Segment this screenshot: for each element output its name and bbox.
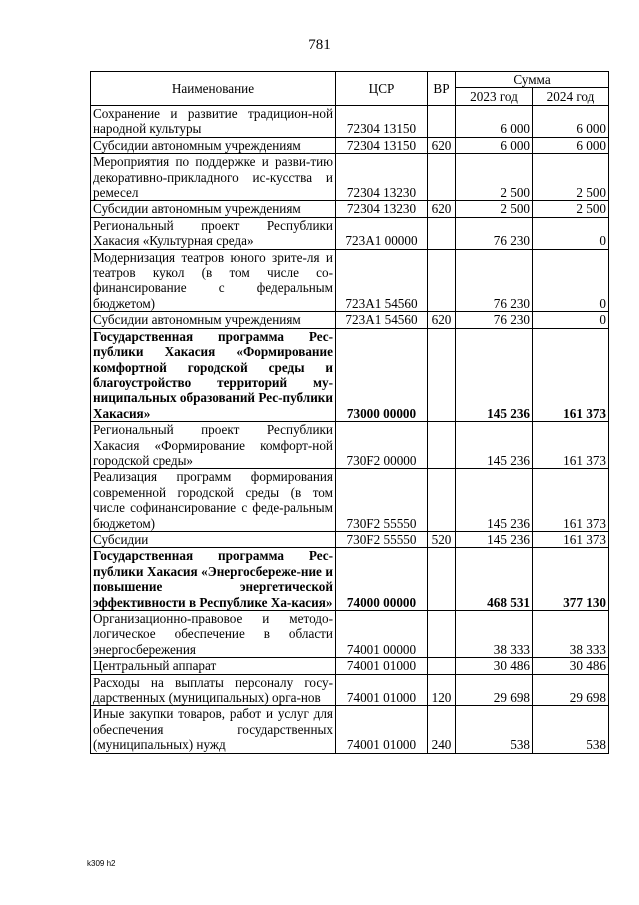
row-name: Субсидии автономным учреждениям [91,312,336,328]
row-csr: 723А1 54560 [336,312,428,328]
row-sum-2024: 29 698 [533,674,609,706]
row-csr: 74001 00000 [336,611,428,658]
row-vr: 240 [428,706,456,753]
row-vr [428,611,456,658]
row-sum-2023: 538 [456,706,533,753]
header-year-2023: 2023 год [456,88,533,106]
row-sum-2024: 0 [533,249,609,312]
table-row [91,154,609,201]
row-sum-2023: 468 531 [456,548,533,611]
footer-code: k309 h2 [87,859,116,868]
row-sum-2024: 161 373 [533,422,609,469]
row-csr: 730F2 00000 [336,422,428,469]
row-csr: 74001 01000 [336,674,428,706]
row-csr: 72304 13150 [336,137,428,153]
row-name: Субсидии [91,531,336,547]
row-sum-2023: 145 236 [456,328,533,421]
row-name: Центральный аппарат [91,658,336,674]
row-vr: 620 [428,137,456,153]
table-row [91,249,609,312]
row-csr: 72304 13230 [336,201,428,217]
row-name: Субсидии автономным учреждениям [91,137,336,153]
row-sum-2024: 38 333 [533,611,609,658]
row-name: Расходы на выплаты персоналу госу-дарственных (муниципальных) орга-нов [91,674,336,706]
budget-table [90,71,609,754]
row-sum-2024: 538 [533,706,609,753]
table-row [91,531,609,547]
row-sum-2024: 0 [533,217,609,249]
row-sum-2023: 30 486 [456,658,533,674]
row-csr: 730F2 55550 [336,531,428,547]
row-vr [428,658,456,674]
row-vr: 620 [428,312,456,328]
row-vr [428,328,456,421]
row-name: Иные закупки товаров, работ и услуг для обеспечения государственных (муниципальных) нужд [91,706,336,753]
row-name: Мероприятия по поддержке и разви-тию декоративно-прикладного ис-кусства и ремесел [91,154,336,201]
table-row [91,469,609,532]
row-sum-2023: 145 236 [456,469,533,532]
row-csr: 723А1 54560 [336,249,428,312]
row-sum-2024: 6 000 [533,106,609,138]
row-vr [428,469,456,532]
row-sum-2023: 29 698 [456,674,533,706]
row-csr: 74001 01000 [336,706,428,753]
header-name: Наименование [91,72,336,106]
row-sum-2023: 2 500 [456,201,533,217]
row-csr: 72304 13230 [336,154,428,201]
row-name: Региональный проект Республики Хакасия «Культурная среда» [91,217,336,249]
row-csr: 74000 00000 [336,548,428,611]
header-year-2024: 2024 год [533,88,609,106]
row-sum-2024: 30 486 [533,658,609,674]
row-name: Реализация программ формирования современной городской среды (в том числе софинансирование с феде-ральным бюджетом) [91,469,336,532]
row-name: Региональный проект Республики Хакасия «Формирование комфорт-ной городской среды» [91,422,336,469]
row-vr [428,154,456,201]
row-vr: 520 [428,531,456,547]
row-sum-2024: 161 373 [533,328,609,421]
row-vr [428,249,456,312]
table-row [91,217,609,249]
row-csr: 74001 01000 [336,658,428,674]
row-sum-2024: 2 500 [533,201,609,217]
row-name: Государственная программа Рес-публики Хакасия «Формирование комфортной городской среды и благоустройство территорий му-ниципальных образований Рес-публики Хакасия» [91,328,336,421]
row-sum-2023: 76 230 [456,312,533,328]
table-row [91,658,609,674]
row-vr: 620 [428,201,456,217]
row-vr [428,422,456,469]
table-row [91,706,609,753]
row-sum-2024: 161 373 [533,469,609,532]
row-sum-2023: 76 230 [456,217,533,249]
row-sum-2024: 377 130 [533,548,609,611]
table-row [91,674,609,706]
row-vr [428,106,456,138]
row-sum-2024: 161 373 [533,531,609,547]
row-sum-2023: 76 230 [456,249,533,312]
row-csr: 72304 13150 [336,106,428,138]
row-sum-2023: 38 333 [456,611,533,658]
table-row [91,328,609,421]
row-name: Модернизация театров юного зрите-ля и театров кукол (в том числе со-финансирование с федеральным бюджетом) [91,249,336,312]
row-sum-2024: 2 500 [533,154,609,201]
row-sum-2023: 6 000 [456,106,533,138]
row-vr [428,548,456,611]
row-sum-2023: 6 000 [456,137,533,153]
page-number: 781 [308,37,331,53]
row-sum-2024: 6 000 [533,137,609,153]
header-vr: ВР [428,72,456,106]
row-sum-2023: 145 236 [456,531,533,547]
row-csr: 723А1 00000 [336,217,428,249]
row-name: Государственная программа Рес-публики Хакасия «Энергосбереже-ние и повышение энергетической эффективности в Республике Ха-касия» [91,548,336,611]
header-csr: ЦСР [336,72,428,106]
row-name: Сохранение и развитие традицион-ной народной культуры [91,106,336,138]
row-csr: 730F2 55550 [336,469,428,532]
table-row [91,137,609,153]
table-row [91,611,609,658]
table-row [91,312,609,328]
row-sum-2023: 145 236 [456,422,533,469]
row-name: Субсидии автономным учреждениям [91,201,336,217]
row-sum-2023: 2 500 [456,154,533,201]
table-row [91,548,609,611]
row-vr: 120 [428,674,456,706]
row-sum-2024: 0 [533,312,609,328]
header-sum: Сумма [456,72,609,88]
row-name: Организационно-правовое и методо-логическое обеспечение в области энергосбережения [91,611,336,658]
table-row [91,422,609,469]
table-row [91,106,609,138]
row-vr [428,217,456,249]
row-csr: 73000 00000 [336,328,428,421]
table-row [91,201,609,217]
